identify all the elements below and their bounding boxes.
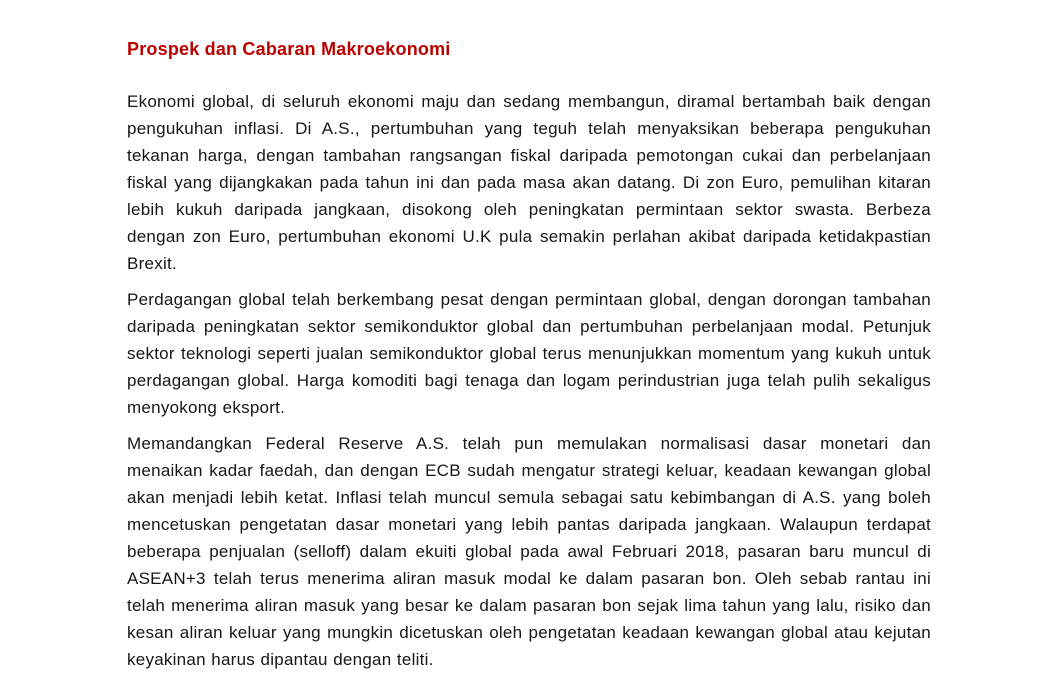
paragraph-global-trade: Perdagangan global telah berkembang pesat dengan permintaan global, dengan dorongan tambahan daripada peningkatan sektor semikonduktor global dan pertumbuhan perbelanjaan modal. Petunjuk sektor teknologi seperti jualan semikonduktor global terus menunjukkan momentum yang kukuh untuk perdagangan global. Harga komoditi bagi tenaga dan logam perindustrian juga telah pulih sekaligus menyokong eksport. [127,290,931,417]
section-heading: Prospek dan Cabaran Makroekonomi [127,39,451,59]
paragraph-global-economy: Ekonomi global, di seluruh ekonomi maju dan sedang membangun, diramal bertambah baik dengan pengukuhan inflasi. Di A.S., pertumbuhan yang teguh telah menyaksikan beberapa pengukuhan tekanan harga, dengan tambahan rangsangan fiskal daripada pemotongan cukai dan perbelanjaan fiskal yang dijangkakan pada tahun ini dan pada masa akan datang. Di zon Euro, pemulihan kitaran lebih kukuh daripada jangkaan, disokong oleh peningkatan permintaan sektor swasta. Berbeza dengan zon Euro, pertumbuhan ekonomi U.K pula semakin perlahan akibat daripada ketidakpastian Brexit. [127,92,931,273]
paragraph-monetary-policy: Memandangkan Federal Reserve A.S. telah pun memulakan normalisasi dasar monetari dan menaikan kadar faedah, dan dengan ECB sudah mengatur strategi keluar, keadaan kewangan global akan menjadi lebih ketat. Inflasi telah muncul semula sebagai satu kebimbangan di A.S. yang boleh mencetuskan pengetatan dasar monetari yang lebih pantas daripada jangkaan. Walaupun terdapat beberapa penjualan (selloff) dalam ekuiti global pada awal Februari 2018, pasaran baru muncul di ASEAN+3 telah terus menerima aliran masuk modal ke dalam pasaran bon. Oleh sebab rantau ini telah menerima aliran masuk yang besar ke dalam pasaran bon sejak lima tahun yang lalu, risiko dan kesan aliran keluar yang mungkin dicetuskan oleh pengetatan keadaan kewangan global atau kejutan keyakinan harus dipantau dengan teliti. [127,434,931,669]
document-content [127,38,931,682]
